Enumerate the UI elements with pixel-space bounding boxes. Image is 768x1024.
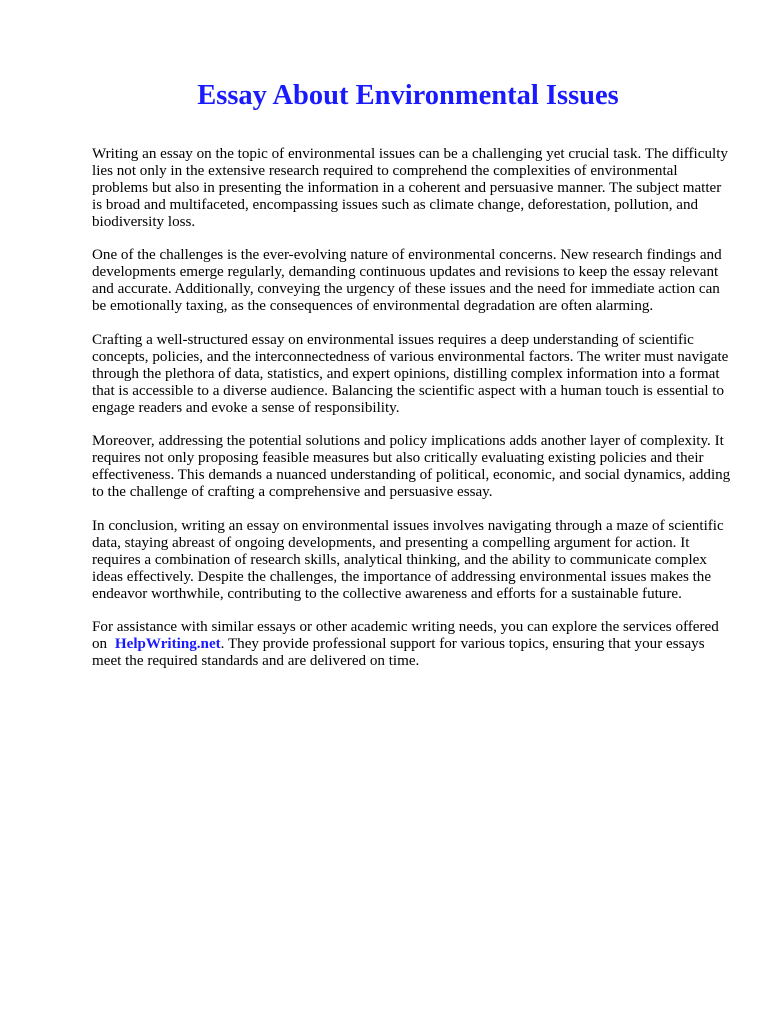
helpwriting-link[interactable]: HelpWriting.net	[114, 636, 221, 653]
essay-body	[92, 146, 732, 687]
paragraph-2: One of the challenges is the ever-evolving nature of environmental concerns. New research findings and developments emerge regularly, demanding continuous updates and revisions to keep the essay relevant and accurate. Additionally, conveying the urgency of these issues and the need for immediate action can be emotionally taxing, as the consequences of environmental degradation are often alarming.	[92, 247, 722, 315]
paragraph-3: Crafting a well-structured essay on environmental issues requires a deep understanding of scientific concepts, policies, and the interconnectedness of various environmental factors. The writer must navigate through the plethora of data, statistics, and expert opinions, distilling complex information into a format that is accessible to a diverse audience. Balancing the scientific aspect with a human touch is essential to engage readers and evoke a sense of responsibility.	[92, 331, 729, 416]
closing-text-before-link: For assistance with similar essays or other academic writing needs, you can explore the services offered on	[92, 619, 719, 653]
paragraph-4: Moreover, addressing the potential solutions and policy implications adds another layer of complexity. It requires not only proposing feasible measures but also critically evaluating existing policies and their effectiveness. This demands a nuanced understanding of political, economic, and social dynamics, adding to the challenge of crafting a comprehensive and persuasive essay.	[92, 433, 731, 501]
paragraph-1: Writing an essay on the topic of environmental issues can be a challenging yet crucial task. The difficulty lies not only in the extensive research required to comprehend the complexities of environmental problems but also in presenting the information in a coherent and persuasive manner. The subject matter is broad and multifaceted, encompassing issues such as climate change, deforestation, pollution, and biodiversity loss.	[92, 146, 728, 230]
closing-paragraph	[92, 619, 732, 670]
closing-text-after-link: . They provide professional support for various topics, ensuring that your essays meet the required standards and are delivered on time.	[92, 636, 705, 670]
page-title: Essay About Environmental Issues	[197, 80, 619, 111]
paragraph-5: In conclusion, writing an essay on environmental issues involves navigating through a maze of scientific data, staying abreast of ongoing developments, and presenting a compelling argument for action. It requires a combination of research skills, analytical thinking, and the ability to communicate complex ideas effectively. Despite the challenges, the importance of addressing environmental issues makes the endeavor worthwhile, contributing to the collective awareness and efforts for a sustainable future.	[92, 517, 724, 602]
